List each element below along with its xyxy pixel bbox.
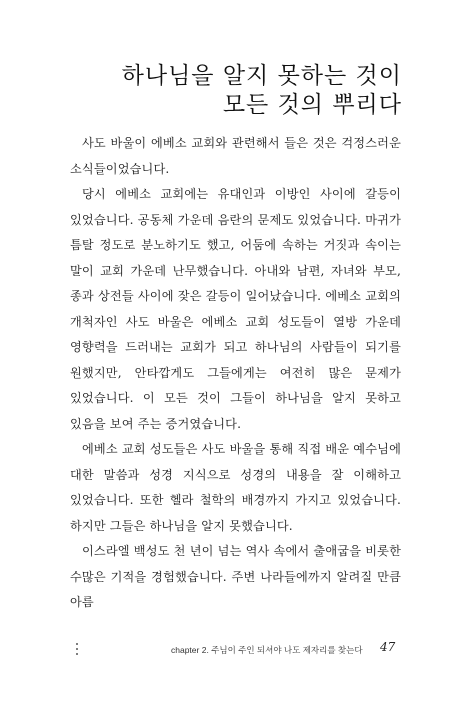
paragraph: 이스라엘 백성도 천 년이 넘는 역사 속에서 출애굽을 비롯한 수많은 기적을 경험했습니다. 주변 나라들에까지 알려질 만큼 아름 — [70, 544, 401, 609]
paragraph: 에베소 교회 성도들은 사도 바울을 통해 직접 배운 예수님에 대한 말씀과 성경 지식으로 성경의 내용을 잘 이해하고 있었습니다. 또한 헬라 철학의 배경까지 가지고 있었습니다. 하지만 그들은 하나님을 알지 못했습니다. — [70, 442, 401, 533]
paragraph: 당시 에베소 교회에는 유대인과 이방인 사이에 갈등이 있었습니다. 공동체 가운데 음란의 문제도 있었습니다. 마귀가 틈탈 정도로 분노하기도 했고, 어둠에 속하는 거짓과 속이는 말이 교회 가운데 난무했습니다. 아내와 남편, 자녀와 부모, 종과 상전들 사이에 잦은 갈등이 일어났습니다. 에베소 교회의 개척자인 사도 바울은 에베소 교회 성도들이 열방 가운데 영향력을 드러내는 교회가 되고 하나님의 사람들이 되기를 원했지만, 안타깝게도 그들에게는 여전히 많은 문제가 있었습니다. 이 모든 것이 그들이 하나님을 알지 못하고 있음을 보여 주는 증거였습니다. — [70, 187, 401, 431]
heading-line-2: 모든 것의 뿌리다 — [222, 92, 402, 118]
heading-line-1: 하나님을 알지 못하는 것이 — [121, 63, 402, 89]
page-number: 47 — [380, 640, 396, 654]
footer-ornament-icon — [76, 643, 80, 657]
body-text — [70, 131, 401, 616]
paragraph: 사도 바울이 에베소 교회와 관련해서 들은 것은 걱정스러운 소식들이었습니다. — [70, 136, 401, 176]
running-footer: chapter 2. 주님이 주인 되셔야 나도 제자리를 찾는다 — [171, 645, 363, 655]
chapter-heading — [122, 62, 402, 120]
